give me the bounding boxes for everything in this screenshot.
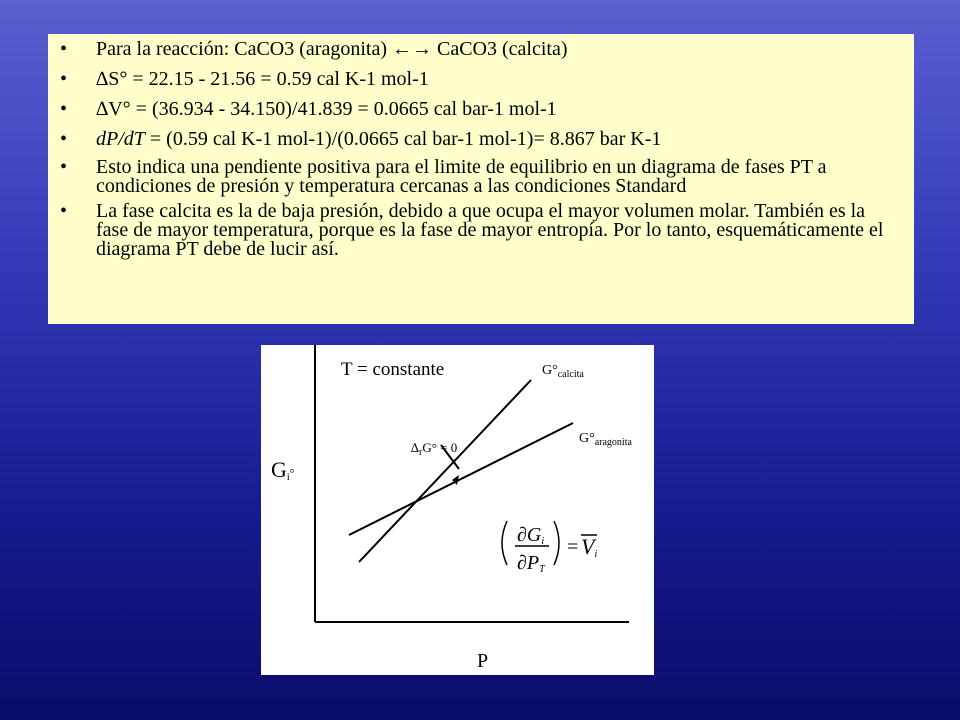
gibbs-diagram <box>261 345 654 675</box>
bullet-text: La fase calcita es la de baja presión, debido a que ocupa el mayor volumen molar. También es la fase de mayor temperatura, porque es la fase de mayor entropía. Por lo tanto, esquemáticamente el diagrama PT debe de lucir así. <box>96 200 884 260</box>
aragonite-label: $G^\circ_{aragonita}$ <box>579 431 632 448</box>
bullet-list <box>48 34 914 259</box>
bullet-text: ∆V° = (36.934 - 34.150)/41.839 = 0.0665 cal bar-1 mol-1 <box>96 98 557 120</box>
bullet-entropy <box>48 68 914 90</box>
formula-numerator: $\partial G_i$ <box>517 524 545 547</box>
bullet-dot: • <box>60 156 68 178</box>
bullet-dot: • <box>60 128 68 150</box>
bullet-dot: • <box>60 200 68 222</box>
formula-rhs: $V_i$ <box>581 534 598 560</box>
calcite-label: $G^\circ_{calcita}$ <box>542 363 584 380</box>
bullet-dot: • <box>60 98 68 120</box>
bullet-text: Para la reacción: CaCO3 (aragonita) ←→ CaCO3 (calcita) <box>96 38 568 60</box>
bullet-reaction <box>48 38 914 60</box>
slope-symbol: dP/dT <box>96 128 145 150</box>
text-panel <box>48 34 914 324</box>
aragonite-line <box>349 423 573 535</box>
equilibrium-label: $\Delta_rG^\circ = 0$ <box>411 440 458 458</box>
y-axis-label: $G_i^\circ$ <box>271 457 295 483</box>
bullet-dot: • <box>60 68 68 90</box>
bullet-volume <box>48 98 914 120</box>
formula-right-paren <box>554 521 559 565</box>
bullet-positive-slope <box>48 158 914 196</box>
bullet-dot: • <box>60 38 68 60</box>
bullet-calcite-phase <box>48 202 914 259</box>
formula-left-paren <box>502 521 507 565</box>
bullet-text: Esto indica una pendiente positiva para el limite de equilibrio en un diagrama de fases PT a condiciones de presión y temperatura cercanas a las condiciones Standard <box>96 156 827 197</box>
formula-equals: = <box>567 536 579 558</box>
x-axis-label: P <box>477 650 489 672</box>
diagram-title: T = constante <box>341 359 445 380</box>
bullet-text: = (0.59 cal K-1 mol-1)/(0.0665 cal bar-1 mol-1)= 8.867 bar K-1 <box>144 128 662 150</box>
bullet-slope <box>48 128 914 150</box>
diagram-lines <box>261 345 654 675</box>
calcite-line <box>359 380 531 562</box>
bullet-text: ∆S° = 22.15 - 21.56 = 0.59 cal K-1 mol-1 <box>96 68 429 90</box>
formula-denominator: $\partial P_T$ <box>517 552 545 575</box>
